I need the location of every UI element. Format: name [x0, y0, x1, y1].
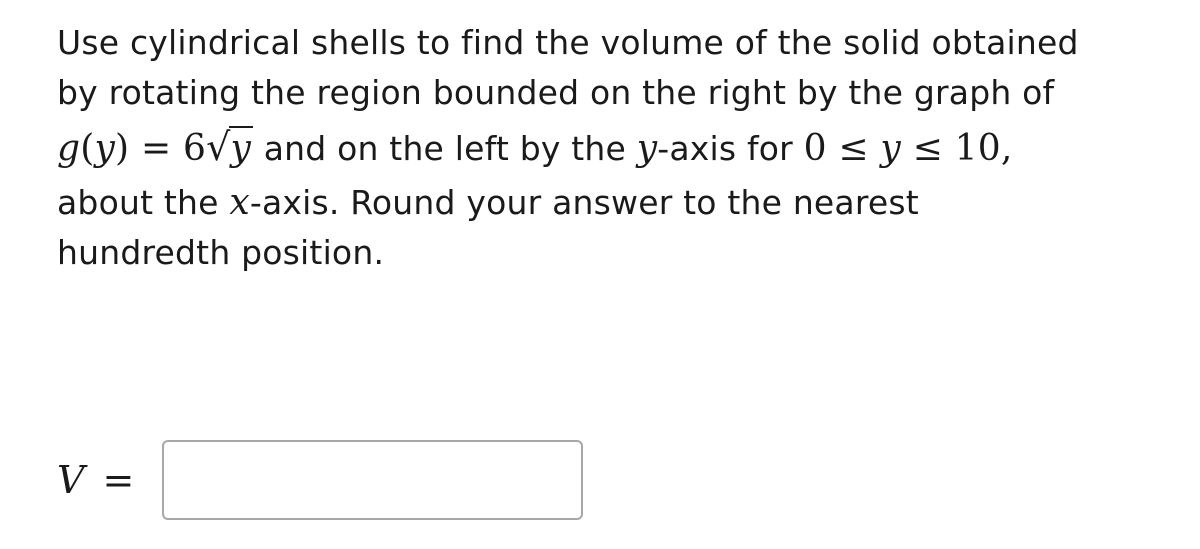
square-root [206, 118, 253, 178]
axis-variable-y: y [636, 128, 658, 169]
radicand: y [230, 128, 252, 169]
interval-expression [804, 128, 1013, 169]
function-name: g [57, 128, 81, 169]
coefficient: 6 [182, 128, 207, 169]
lower-bound: 0 [803, 128, 827, 169]
interval-variable: y [880, 128, 901, 169]
question-line-3 [57, 118, 1167, 178]
leq-sign-1: ≤ [838, 128, 869, 169]
line4-prefix: about the [57, 183, 230, 222]
line4-suffix: -axis. Round your answer to the nearest [249, 183, 919, 222]
text-axis-for: -axis for [657, 129, 804, 168]
answer-equals-sign: = [102, 458, 135, 502]
answer-variable-label: V [57, 458, 85, 502]
question-line-4 [57, 178, 1167, 228]
question-line-2: by rotating the region bounded on the right by the graph of [57, 73, 1055, 112]
axis-variable-x: x [229, 182, 250, 223]
radical-sign-icon: √ [206, 125, 231, 169]
question-line-5: hundredth position. [57, 233, 385, 272]
equals-sign: = [140, 128, 172, 169]
function-expression: g(y) = 6√y [57, 128, 253, 169]
text-mid: and on the left by the [253, 129, 637, 168]
answer-input[interactable] [162, 440, 583, 520]
question-line-1: Use cylindrical shells to find the volume of the solid obtained [57, 23, 1079, 62]
question-text [57, 18, 1167, 278]
upper-bound: 10 [954, 128, 1001, 169]
leq-sign-2: ≤ [912, 128, 943, 169]
answer-row [57, 438, 583, 522]
function-variable: y [94, 128, 116, 169]
trailing-comma: , [1000, 128, 1013, 169]
